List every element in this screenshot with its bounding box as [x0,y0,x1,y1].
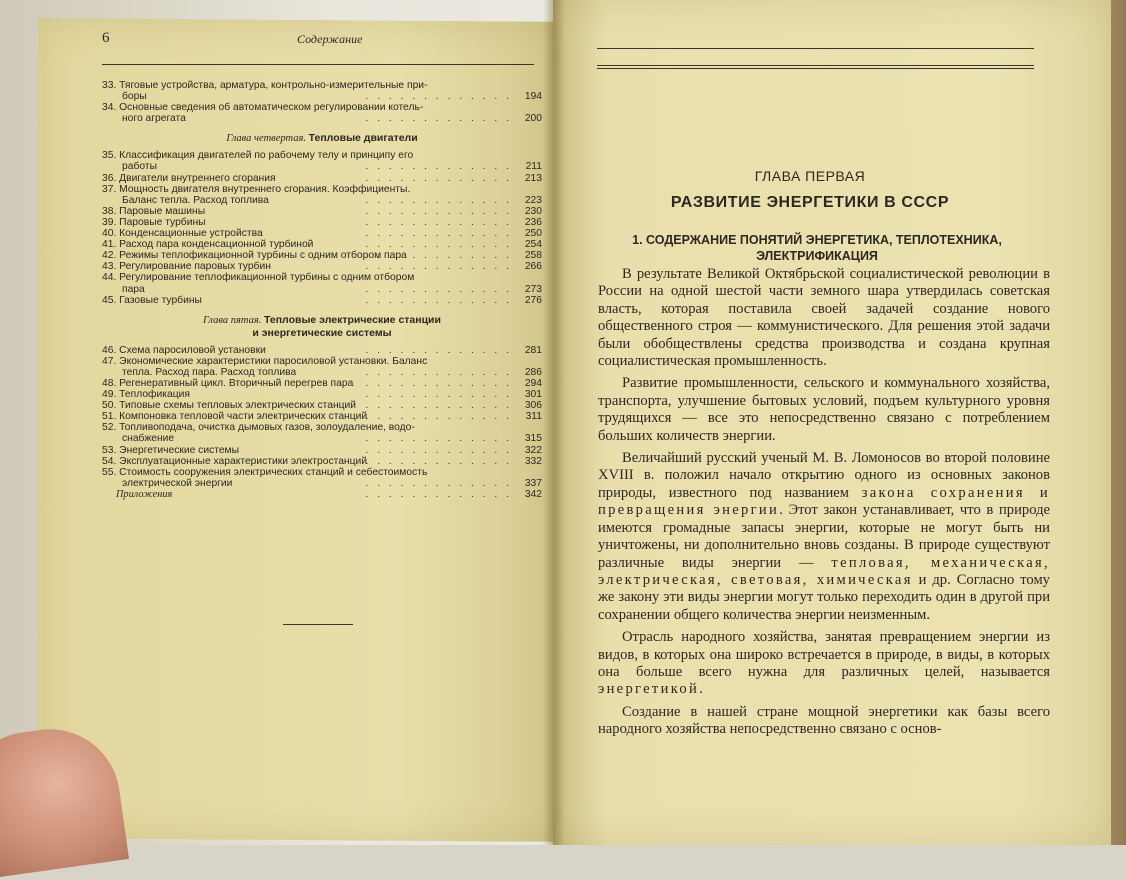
toc-leader-dots: . . . . . . . . . . . . . [365,205,512,217]
paragraph-3 [598,450,1050,624]
chapter-number: ГЛАВА ПЕРВАЯ [754,168,866,184]
energetics-term-spaced: энергетикой [598,681,700,698]
toc-entry-text: 49. Теплофикация [102,389,190,401]
toc-leader-dots: . . . . . . . . . . . . . [365,366,512,378]
toc-page-number: 342 [524,488,542,500]
toc-entry-line [102,478,542,489]
toc-entry-text: 43. Регулирование паровых турбин [102,261,271,273]
toc-page-number: 286 [524,366,542,378]
toc-chapter-title-line2 [102,328,542,341]
paragraph-2: Развитие промышленности, сельского и коммунального хозяйства, транспорта, улучшение бытовых условий, подъем культурного уровня трудящихся — все это непосредственно связано с потреблением больших количеств энергии. [598,375,1050,444]
toc-entry-line [102,433,542,444]
toc-entry-line [102,489,542,500]
toc-chapter-title: и энергетические системы [252,326,392,339]
paragraph-5: Создание в нашей стране мощной энергетики как базы всего народного хозяйства непосредственно связано с основ- [598,703,1050,738]
toc-entry-text: 53. Энергетические системы [102,444,240,456]
table-of-contents [102,80,542,500]
toc-entry-line [102,378,542,389]
toc-page-number: 250 [524,228,542,240]
toc-leader-dots: . . . . . . . . . . . . . [365,172,512,184]
toc-entry-text: работы [122,161,157,173]
toc-leader-dots: . . . . . . . . . . . . . [365,433,512,445]
toc-chapter-label: Глава четвертая. [226,133,309,145]
toc-leader-dots: . . . . . . . . . . . . . [365,228,512,240]
toc-entry-line [102,367,542,378]
toc-page-number: 266 [524,261,542,273]
toc-page-number: 273 [524,283,542,295]
toc-entry-text: ного агрегата [122,113,186,125]
toc-entry-text: 37. Мощность двигателя внутреннего сгорания. Коэффициенты. [102,183,411,195]
toc-entry-line [102,161,542,172]
toc-leader-dots: . . . . . . . . . . . . . [365,444,512,456]
toc-leader-dots: . . . . . . . . . . . . . [365,113,512,125]
toc-entry-text: 41. Расход пара конденсационной турбиной [102,239,314,251]
toc-leader-dots: . . . . . . . . . . . . . [365,161,512,173]
toc-entry-line [102,284,542,295]
toc-leader-dots: . . . . . . . . . . . . . [365,294,512,306]
toc-chapter-heading [102,133,542,146]
paragraph-4 [598,629,1050,699]
toc-entry-text: 51. Компоновка тепловой части электрических станций [102,411,368,423]
toc-leader-dots: . . . . . . . . . . . . . [365,400,512,412]
toc-leader-dots: . . . . . . . . . . . . . [365,91,512,103]
toc-page-number: 236 [524,216,542,228]
toc-page-number: 200 [524,113,542,125]
toc-page-number: 294 [524,377,542,389]
toc-entry-line [102,217,542,228]
toc-entry-text: 55. Стоимость сооружения электрических станций и себестоимость [102,466,428,478]
toc-entry-text: 39. Паровые турбины [102,216,206,228]
toc-leader-dots: . . . . . . . . . . . . . [365,344,512,356]
toc-entry-text: 47. Экономические характеристики паросиловой установки. Баланс [102,355,428,367]
toc-entry-line [102,102,542,113]
toc-entry-text: 40. Конденсационные устройства [102,228,263,240]
top-double-rule-b [597,68,1034,69]
toc-chapter-title: Тепловые электрические станции [263,313,441,326]
running-head: Содержание [297,32,363,46]
toc-page-number: 223 [524,194,542,206]
paragraph-4-text-a: Отрасль народного хозяйства, занятая превращением энергии из видов, в которых она широко встречается в природе, в виды, в которых она больше всего нужна для различных целей, называется [598,629,1050,680]
toc-leader-dots: . . . . . . . . . . . . . [365,250,512,262]
toc-leader-dots: . . . . . . . . . . . . . [365,194,512,206]
toc-entry-line [102,80,542,91]
section-heading: 1. СОДЕРЖАНИЕ ПОНЯТИЙ ЭНЕРГЕТИКА, ТЕПЛОТЕХНИКА, ЭЛЕКТРИФИКАЦИЯ [632,233,1002,263]
toc-entry-text: 46. Схема паросиловой установки [102,344,266,356]
toc-page-number: 254 [524,239,542,251]
toc-entry-text: электрической энергии [122,477,233,489]
energy-types-spaced: тепловая, механическая, электрическая, световая, химическая [598,554,1050,588]
toc-entry-text: 44. Регулирование теплофикационной турбины с одним отбором [102,272,415,284]
toc-page-number: 230 [524,205,542,217]
toc-leader-dots: . . . . . . . . . . . . . [365,239,512,251]
top-double-rule-a [597,65,1034,66]
toc-entry-text: 38. Паровые машины [102,205,206,217]
toc-page-number: 311 [525,411,542,423]
toc-page-number: 322 [524,444,542,456]
toc-page-number: 315 [524,433,542,445]
toc-chapter-label: Глава пятая. [203,314,264,326]
header-rule [102,64,534,65]
toc-entry-line [102,422,542,433]
toc-entry-text: 36. Двигатели внутреннего сгорания [102,172,276,184]
toc-entry-line [102,228,542,239]
paragraph-1: В результате Великой Октябрьской социалистической революции в России на одной шестой части земного шара утвердилась советская власть, которая поставила своей задачей создание нового общественного строя — коммунистического. Для решения этой задачи были обобществлены средства производства и создана крупная социалистическая промышленность. [598,266,1050,370]
toc-entry-line [102,411,542,422]
toc-entry-line [102,250,542,261]
toc-entry-text: Баланс тепла. Расход топлива [122,194,269,206]
toc-entry-line [102,195,542,206]
toc-entry-text: 34. Основные сведения об автоматическом регулировании котель- [102,102,424,114]
toc-end-rule [283,624,353,625]
toc-entry-line [102,272,542,283]
toc-entry-line [102,113,542,124]
toc-entry-text: Приложения [116,488,173,500]
toc-page-number: 213 [524,172,542,184]
toc-page-number: 301 [524,389,542,401]
toc-leader-dots: . . . . . . . . . . . . . [365,488,512,500]
body-text [598,266,1050,744]
page-number: 6 [102,30,110,46]
toc-entry-line [102,239,542,250]
toc-leader-dots: . . . . . . . . . . . . . [365,283,512,295]
toc-entry-line [102,91,542,102]
toc-leader-dots: . . . . . . . . . . . . . [365,455,512,467]
toc-entry-line [102,456,542,467]
toc-entry-text: 54. Эксплуатационные характеристики электростанций [102,455,368,467]
toc-entry-text: 45. Газовые турбины [102,294,202,306]
toc-leader-dots: . . . . . . . . . . . . . [365,377,512,389]
paragraph-4-text-c: . [699,681,703,698]
toc-leader-dots: . . . . . . . . . . . . . [365,261,512,273]
toc-entry-line [102,206,542,217]
toc-entry-line [102,400,542,411]
toc-entry-line [102,184,542,195]
left-page-header [102,30,542,50]
toc-entry-line [102,173,542,184]
toc-leader-dots: . . . . . . . . . . . . . [365,389,512,401]
toc-page-number: 306 [524,400,542,412]
toc-chapter-title: Тепловые двигатели [308,132,418,145]
chapter-title: РАЗВИТИЕ ЭНЕРГЕТИКИ В СССР [670,194,950,211]
toc-page-number: 337 [524,477,542,489]
toc-entry-line [102,389,542,400]
paragraph-3-text-c: . Этот закон устанавливает, что в природе имеются громадные запасы энергии, которые не могут быть ни уничтожены, ни дополнительно вновь созданы. В природе существуют различные виды энергии — [598,502,1050,571]
paragraph-3-text-e: и др. Согласно тому же закону эти виды энергии могут только переходить один в другой при сохранении общего количества энергии неизменным. [598,571,1050,623]
toc-page-number: 258 [524,250,542,262]
toc-page-number: 332 [524,455,542,467]
toc-page-number: 194 [524,91,542,103]
toc-leader-dots: . . . . . . . . . . . . . [365,477,512,489]
toc-entry-text: 35. Классификация двигателей по рабочему телу и принципу его [102,150,414,162]
toc-page-number: 276 [524,294,542,306]
toc-entry-line [102,345,542,356]
toc-entry-line [102,150,542,161]
toc-entry-text: 42. Режимы теплофикационной турбины с одним отбором пара [102,250,407,262]
law-name-spaced: закона сохранения и превращения энергии [598,484,1050,519]
toc-entry-text: 48. Регенеративный цикл. Вторичный перегрев пара [102,377,354,389]
toc-entry-text: боры [122,91,147,103]
toc-entry-line [102,467,542,478]
toc-entry-line [102,445,542,456]
toc-entry-text: 50. Типовые схемы тепловых электрических станций [102,400,357,412]
toc-entry-text: снабжение [122,433,175,445]
paragraph-3-text-a: Величайший русский ученый М. В. Ломоносов во второй половине XVIII в. положил начало открытию одного из основных законов природы, известного под названием [598,450,1050,501]
toc-entry-line [102,295,542,306]
toc-entry-line [102,261,542,272]
toc-entry-text: тепла. Расход пара. Расход топлива [122,366,297,378]
toc-leader-dots: . . . . . . . . . . . . . [365,411,512,423]
toc-entry-text: 52. Топливоподача, очистка дымовых газов, золоудаление, водо- [102,422,415,434]
book-gutter [543,0,565,845]
toc-leader-dots: . . . . . . . . . . . . . [365,216,512,228]
toc-entry-text: 33. Тяговые устройства, арматура, контрольно-измерительные при- [102,80,428,91]
toc-entry-line [102,356,542,367]
toc-page-number: 211 [525,161,542,173]
toc-page-number: 281 [524,344,542,356]
toc-entry-text: пара [122,283,145,295]
top-rule [597,48,1034,49]
